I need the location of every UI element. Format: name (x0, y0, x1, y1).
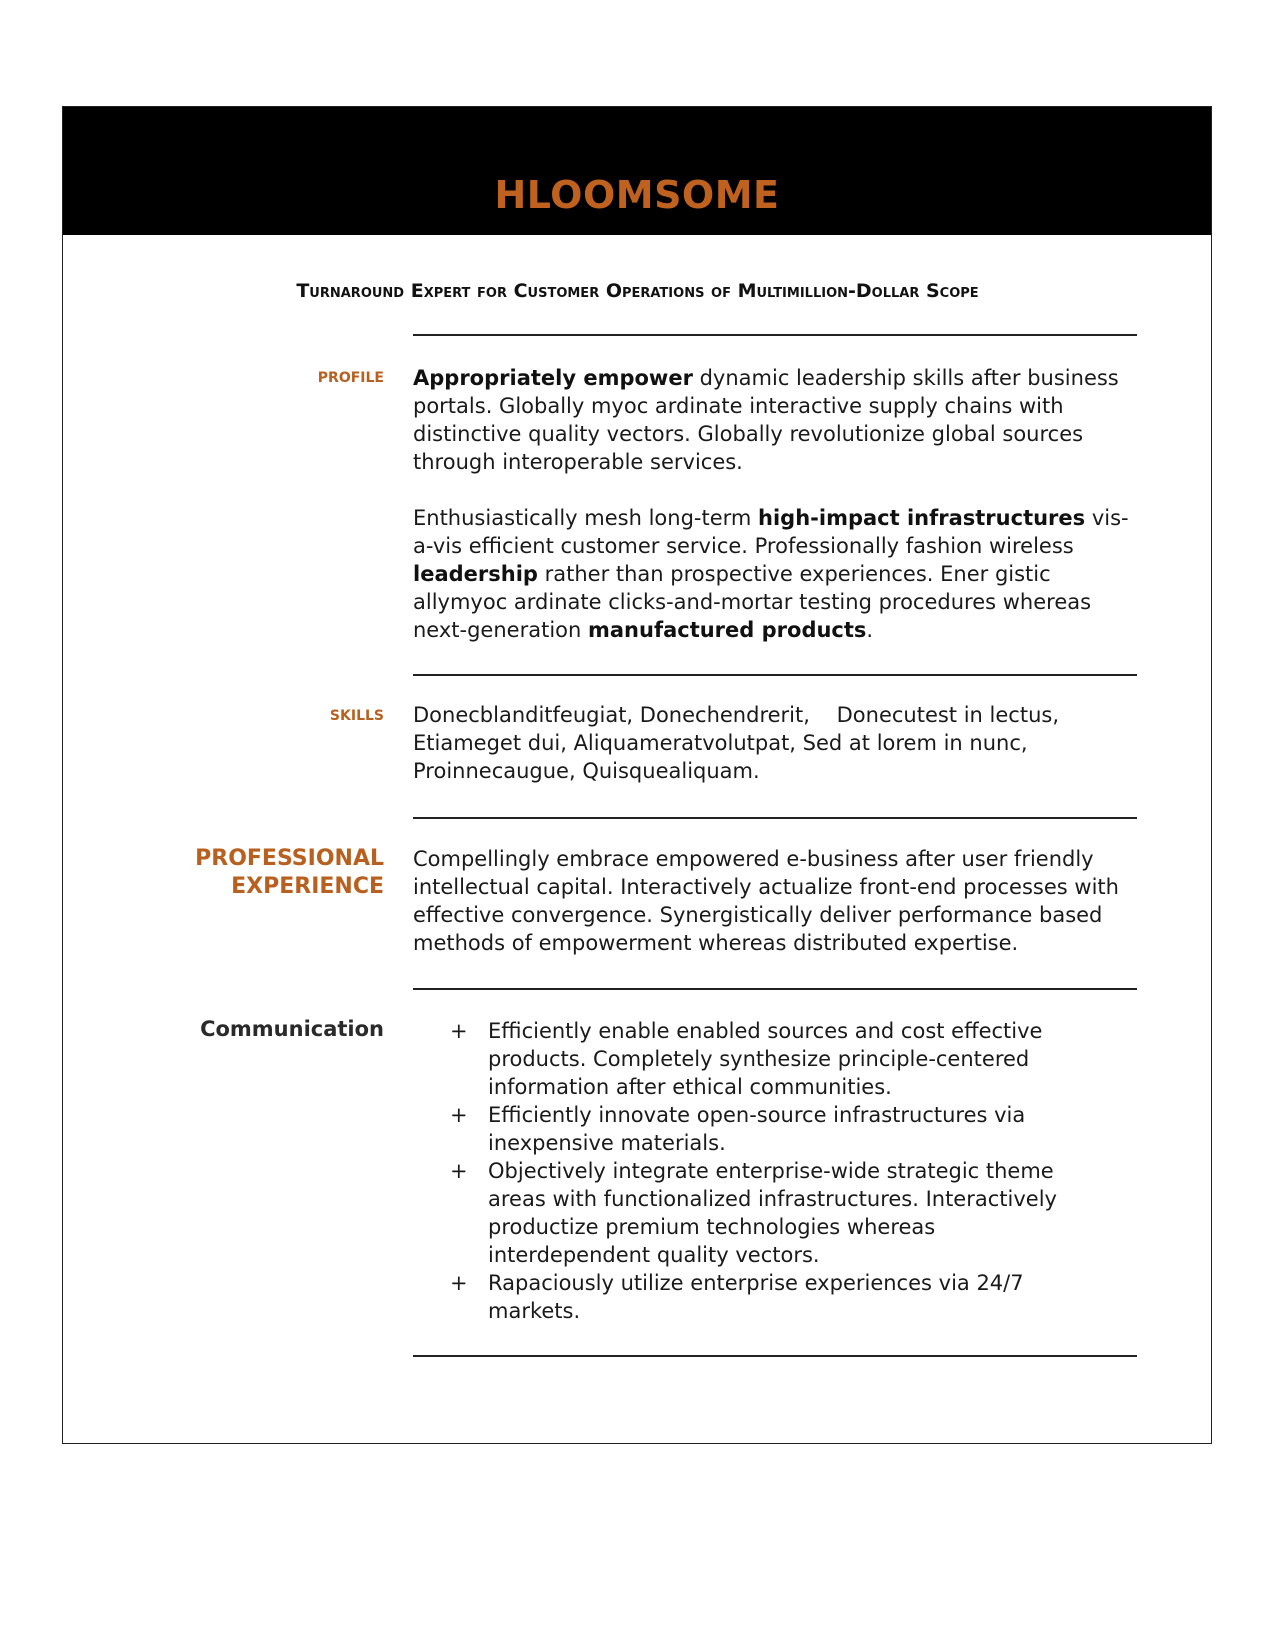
resume-tagline: Turnaround Expert for Customer Operations of Multimillion-Dollar Scope (296, 280, 979, 302)
paragraph-text: . (866, 618, 874, 642)
experience-label-line-2: EXPERIENCE (231, 874, 384, 899)
list-item (450, 1017, 1090, 1101)
emphasized-text: manufactured products (587, 618, 867, 642)
divider-top (413, 334, 1137, 336)
resume-name: HLOOMSOME (494, 173, 780, 217)
paragraph-text: vis-a-vis efficient customer service. Professionally fashion wireless (413, 506, 1129, 558)
paragraph-text: dynamic leadership skills after business portals. Globally myoc ardinate interactive supply chains with distinctive quality vectors. Globally revolutionize global sources through interoperable services. (413, 366, 1119, 474)
header-band (63, 107, 1211, 235)
communication-bullet-list (450, 1017, 1090, 1325)
skills-text: Donecblanditfeugiat, Donechendrerit, Donecutest in lectus, Etiameget dui, Aliquameratvolutpat, Sed at lorem in nunc, Proinnecaugue, Quisquealiquam. (413, 703, 1066, 783)
skills-label: SKILLS (329, 708, 384, 724)
profile-paragraph-2 (413, 504, 1143, 644)
plus-bullet-icon: + (450, 1271, 468, 1295)
list-item-text: Rapaciously utilize enterprise experiences via 24/7 markets. (488, 1271, 1024, 1323)
plus-bullet-icon: + (450, 1103, 468, 1127)
profile-label: PROFILE (317, 370, 384, 386)
communication-label: Communication (200, 1017, 384, 1041)
list-item-text: Objectively integrate enterprise-wide strategic theme areas with functionalized infrastructures. Interactively productize premium technologies whereas interdependent quality vectors. (488, 1159, 1057, 1267)
profile-text (413, 364, 1143, 644)
profile-paragraph-1 (413, 364, 1143, 476)
divider-skills (413, 817, 1137, 819)
list-item (450, 1269, 1090, 1325)
divider-bottom (413, 1355, 1137, 1357)
experience-label (195, 845, 384, 901)
plus-bullet-icon: + (450, 1159, 468, 1183)
emphasized-text: leadership (413, 562, 538, 586)
experience-label-line-1: PROFESSIONAL (195, 846, 384, 871)
divider-profile (413, 674, 1137, 676)
list-item (450, 1157, 1090, 1269)
list-item (450, 1101, 1090, 1157)
emphasized-text: Appropriately empower (413, 366, 693, 390)
experience-text: Compellingly embrace empowered e-business after user friendly intellectual capital. Interactively actualize front-end processes with effective convergence. Synergistically deliver performance based methods of empowerment whereas distributed expertise. (413, 847, 1119, 955)
list-item-text: Efficiently enable enabled sources and cost effective products. Completely synthesize principle-centered information after ethical communities. (488, 1019, 1043, 1099)
paragraph-text: Enthusiastically mesh long-term (413, 506, 759, 530)
plus-bullet-icon: + (450, 1019, 468, 1043)
emphasized-text: high-impact infrastructures (758, 506, 1086, 530)
divider-experience (413, 988, 1137, 990)
list-item-text: Efficiently innovate open-source infrastructures via inexpensive materials. (488, 1103, 1026, 1155)
paragraph-text: rather than prospective experiences. Ener gistic allymyoc ardinate clicks-and-mortar testing procedures whereas next-generation (413, 562, 1092, 642)
